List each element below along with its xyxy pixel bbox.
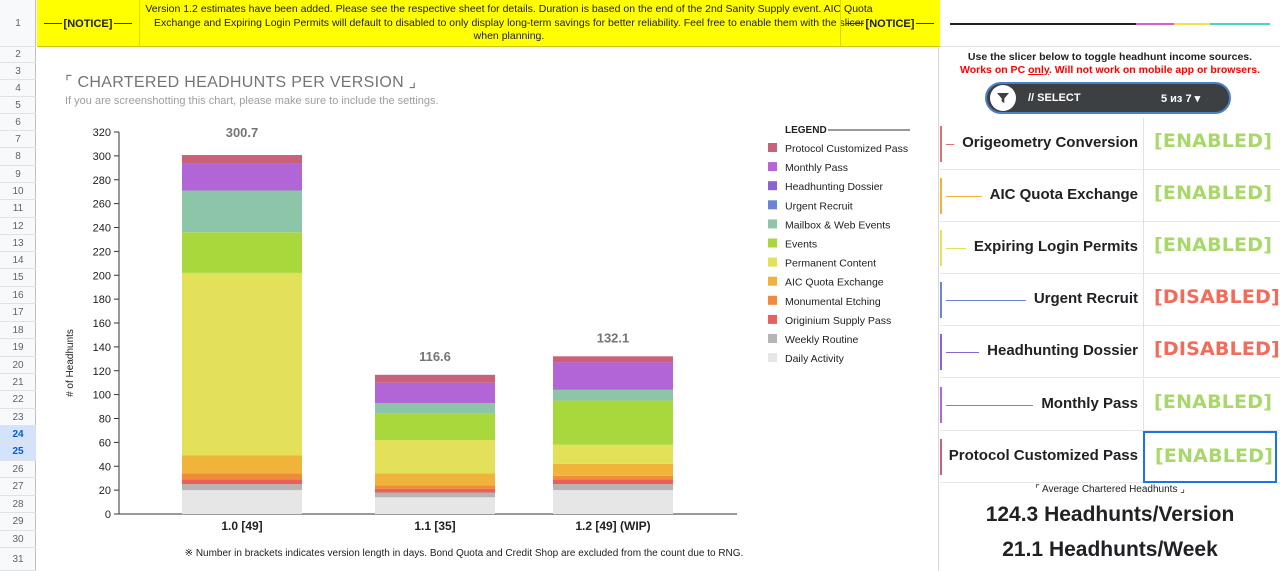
legend-item-label: Mailbox & Web Events: [785, 219, 891, 232]
toggle-state: [ENABLED]: [1154, 391, 1273, 413]
toggle-accent-bar: [940, 230, 942, 266]
toggle-state-cell[interactable]: [1143, 274, 1280, 326]
row-number[interactable]: 19: [0, 339, 36, 357]
bar-segment: [375, 383, 495, 403]
bar-segment: [553, 490, 673, 514]
toggle-state: [ENABLED]: [1154, 130, 1273, 152]
average-title-text: Average Chartered Headhunts: [1041, 484, 1178, 495]
toggle-accent-bar: [940, 387, 942, 423]
row-number[interactable]: 24: [0, 426, 36, 443]
row-number[interactable]: 13: [0, 235, 36, 252]
legend-item-label: Events: [785, 238, 818, 251]
bar-segment: [553, 445, 673, 464]
row-number[interactable]: 26: [0, 461, 36, 478]
row-number[interactable]: 11: [0, 200, 36, 218]
legend-item-label: Monumental Etching: [785, 295, 881, 308]
toggle-state: [DISABLED]: [1154, 286, 1280, 308]
slicer-selection-count[interactable]: 5 из 7 ▾: [1161, 93, 1201, 105]
toggle-accent-bar: [940, 282, 942, 318]
row-number[interactable]: 5: [0, 97, 36, 114]
legend-item-label: Urgent Recruit: [785, 200, 853, 213]
bar-segment: [182, 273, 302, 456]
toggle-row: [940, 431, 1280, 483]
legend-swatch: [768, 353, 777, 362]
slicer-instructions: Use the slicer below to toggle headhunt income sources.: [967, 51, 1253, 63]
stacked-bar-chart: [37, 48, 939, 571]
row-number[interactable]: 10: [0, 183, 36, 200]
row-number[interactable]: 12: [0, 218, 36, 235]
y-tick-label: 20: [98, 485, 111, 498]
toggle-state-cell[interactable]: [1143, 379, 1277, 431]
bar-segment: [553, 401, 673, 445]
row-number[interactable]: 29: [0, 513, 36, 531]
notice-banner: [37, 0, 940, 47]
row-number[interactable]: 1: [0, 0, 36, 47]
average-title: ⌜ Average Chartered Headhunts ⌟: [1035, 484, 1185, 495]
row-number[interactable]: 2: [0, 47, 36, 63]
legend-item-label: Headhunting Dossier: [785, 181, 884, 194]
legend-item-label: Daily Activity: [785, 353, 844, 366]
toggle-accent-bar: [940, 178, 942, 214]
toggle-accent-bar: [940, 439, 942, 475]
y-tick-label: 240: [92, 222, 111, 235]
toggle-label: Headhunting Dossier: [987, 342, 1138, 359]
legend-item-label: Permanent Content: [785, 257, 877, 270]
row-number[interactable]: 25: [0, 443, 36, 461]
bar-segment: [375, 473, 495, 485]
toggle-decor-line: [946, 144, 954, 145]
bar-segment: [182, 490, 302, 514]
toggle-decor-line: [946, 300, 1026, 301]
filter-icon[interactable]: [990, 85, 1016, 111]
bar-segment: [375, 497, 495, 514]
notice-text: Version 1.2 estimates have been added. Please see the respective sheet for details. Duration is based on the end of the 2nd Sanity Supply event. AIC Quota Exchange and Expiring Login Permits will default to disabled to only display long-term savings for better reliability. Feel free to enable them with the slicer when planning.: [145, 3, 873, 42]
legend-swatch: [768, 181, 777, 190]
toggle-row: [940, 222, 1280, 274]
legend-swatch: [768, 258, 777, 267]
bar-segment: [375, 375, 495, 383]
bar-segment: [375, 493, 495, 498]
y-tick-label: 80: [98, 413, 111, 426]
bar-segment: [182, 479, 302, 484]
y-tick-label: 260: [92, 198, 111, 211]
row-number[interactable]: 14: [0, 252, 36, 269]
row-number[interactable]: 18: [0, 322, 36, 339]
y-tick-label: 60: [98, 437, 111, 450]
y-tick-label: 200: [92, 270, 111, 283]
row-number[interactable]: 3: [0, 63, 36, 80]
bar-segment: [182, 484, 302, 490]
bar-segment: [375, 403, 495, 414]
y-tick-label: 0: [104, 509, 111, 521]
legend-title: LEGEND: [785, 125, 827, 136]
toggle-row: [940, 118, 1280, 170]
bar-segment: [553, 479, 673, 484]
toggle-accent-bar: [940, 334, 942, 370]
bar-segment: [375, 414, 495, 440]
toggle-label: Monthly Pass: [1041, 395, 1138, 412]
row-number[interactable]: 31: [0, 548, 36, 571]
toggle-decor-line: [946, 248, 966, 249]
slicer-warning-suffix: . Will not work on mobile app or browsers.: [1048, 64, 1260, 76]
y-tick-label: 140: [92, 341, 111, 354]
y-tick-label: 40: [98, 461, 111, 474]
row-number[interactable]: 9: [0, 166, 36, 183]
toggle-accent-bar: [940, 126, 942, 162]
average-per-week: 21.1 Headhunts/Week: [1002, 538, 1218, 561]
y-tick-label: 100: [92, 389, 111, 402]
toggle-label: Protocol Customized Pass: [948, 447, 1138, 464]
legend-swatch: [768, 277, 777, 286]
y-axis-title: # of Headhunts: [65, 329, 76, 397]
row-number[interactable]: 30: [0, 531, 36, 548]
row-number[interactable]: 20: [0, 357, 36, 374]
bar-segment: [182, 456, 302, 474]
x-tick-label: 1.0 [49]: [221, 519, 263, 533]
bar-total-label: 116.6: [419, 348, 451, 364]
notice-left-label: [NOTICE]: [63, 17, 113, 30]
toggle-row: [940, 170, 1280, 222]
bar-segment: [553, 484, 673, 490]
chart-subtitle: If you are screenshotting this chart, please make sure to include the settings.: [65, 95, 439, 107]
toggle-row: [940, 379, 1280, 431]
slicer-warning-prefix: Works on PC: [960, 64, 1029, 76]
y-tick-label: 160: [92, 318, 111, 330]
bar-segment: [182, 163, 302, 190]
legend-swatch: [768, 219, 777, 228]
toggle-state-cell[interactable]: [1143, 222, 1277, 274]
toggle-state-cell[interactable]: [1143, 170, 1277, 222]
toggle-row: [940, 326, 1280, 378]
legend-swatch: [768, 239, 777, 248]
x-tick-label: 1.2 [49] (WIP): [575, 519, 651, 533]
slicer-warning-only: only: [1028, 64, 1049, 76]
bar-segment: [182, 155, 302, 163]
bar-segment: [553, 390, 673, 401]
bar-segment: [553, 476, 673, 480]
row-number[interactable]: 8: [0, 148, 36, 166]
notice-tag-right: [840, 0, 940, 47]
toggle-decor-line: [946, 352, 979, 353]
legend-item-label: AIC Quota Exchange: [785, 276, 884, 289]
y-tick-label: 320: [92, 127, 111, 139]
legend-swatch: [768, 334, 777, 343]
y-tick-label: 300: [92, 150, 111, 163]
notice-tag-left: [37, 0, 139, 47]
y-tick-label: 220: [92, 246, 111, 259]
row-number[interactable]: 27: [0, 478, 36, 496]
row-number[interactable]: 23: [0, 409, 36, 426]
toggle-state: [ENABLED]: [1154, 182, 1273, 204]
toggle-state: [ENABLED]: [1155, 445, 1274, 467]
settings-panel: [940, 48, 1280, 571]
toggle-state: [ENABLED]: [1154, 234, 1273, 256]
row-number[interactable]: 4: [0, 80, 36, 97]
legend-swatch: [768, 200, 777, 209]
slicer-label: // SELECT: [1028, 92, 1081, 104]
bar-segment: [553, 362, 673, 389]
chart-title-text: CHARTERED HEADHUNTS PER VERSION: [77, 74, 404, 91]
y-tick-label: 180: [92, 294, 111, 307]
legend-item-label: Monthly Pass: [785, 162, 849, 175]
toggle-state-cell[interactable]: [1143, 431, 1277, 483]
chart-title: ⌜ CHARTERED HEADHUNTS PER VERSION ⌟: [65, 74, 417, 91]
legend-swatch: [768, 143, 777, 152]
slicer-dropdown[interactable]: [985, 82, 1231, 114]
row-header-column: [0, 0, 36, 571]
toggle-label: AIC Quota Exchange: [989, 186, 1138, 203]
row-number[interactable]: 17: [0, 304, 36, 322]
toggle-state: [DISABLED]: [1154, 338, 1280, 360]
bar-segment: [182, 190, 302, 232]
bar-segment: [182, 232, 302, 273]
legend-item-label: Weekly Routine: [785, 334, 859, 346]
toggle-label: Expiring Login Permits: [973, 238, 1138, 255]
y-tick-label: 280: [92, 174, 111, 187]
right-header-decoration: [940, 0, 1280, 47]
average-per-version: 124.3 Headhunts/Version: [985, 503, 1235, 526]
x-tick-label: 1.1 [35]: [414, 519, 456, 533]
legend-item-label: Protocol Customized Pass: [785, 143, 909, 155]
row-number[interactable]: 16: [0, 287, 36, 304]
row-number[interactable]: 7: [0, 131, 36, 148]
chart-panel: [37, 48, 939, 571]
toggle-decor-line: [946, 196, 982, 197]
chart-footnote: ※ Number in brackets indicates version length in days. Bond Quota and Credit Shop are excluded from the count due to RNG.: [184, 548, 744, 559]
legend-swatch: [768, 162, 777, 171]
toggle-state-cell[interactable]: [1143, 118, 1277, 170]
bar-segment: [375, 489, 495, 493]
legend-item-label: Originium Supply Pass: [785, 314, 892, 327]
row-number[interactable]: 28: [0, 496, 36, 513]
row-number[interactable]: 6: [0, 114, 36, 131]
bar-segment: [182, 473, 302, 479]
bar-segment: [375, 440, 495, 473]
toggle-decor-line: [946, 405, 1033, 406]
legend-swatch: [768, 315, 777, 324]
toggle-state-cell[interactable]: [1143, 326, 1280, 378]
toggle-label: Urgent Recruit: [1033, 290, 1138, 307]
row-number[interactable]: 15: [0, 269, 36, 287]
bar-segment: [375, 485, 495, 489]
bar-segment: [553, 356, 673, 362]
bar-total-label: 132.1: [596, 330, 630, 346]
notice-right-label: [NOTICE]: [865, 17, 915, 30]
row-number[interactable]: 22: [0, 391, 36, 409]
y-tick-label: 120: [92, 365, 111, 378]
toggle-row: [940, 274, 1280, 326]
slicer-warning: [940, 64, 1280, 76]
toggle-label: Origeometry Conversion: [962, 134, 1138, 151]
legend-swatch: [768, 296, 777, 305]
bar-segment: [553, 464, 673, 476]
row-number[interactable]: 21: [0, 374, 36, 391]
bar-total-label: 300.7: [225, 125, 259, 141]
